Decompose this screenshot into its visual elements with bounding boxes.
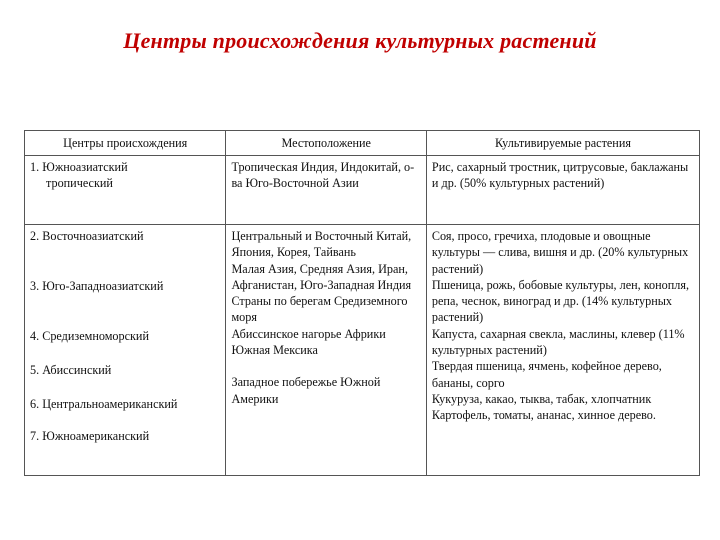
location-text: Страны по берегам Средиземного моря [231,294,408,325]
plants-cell [426,225,699,476]
column-header-location: Местоположение [226,131,426,156]
center-cell [25,156,226,225]
location-text: Центральный и Восточный Китай, Япония, Корея, Тайвань [231,229,412,260]
center-name: 6. Центральноамериканский [30,397,178,411]
plants-text: Твердая пшеница, ячмень, кофейное дерево, бананы, сорго [431,359,662,390]
center-name: 1. Южноазиатский [30,160,128,174]
location-cell [226,225,426,476]
center-name: 3. Юго-Западноазиатский [30,279,164,293]
plants-text: Соя, просо, гречиха, плодовые и овощные культуры — слива, вишня и др. (20% культурных растений) [431,229,689,276]
column-header-centers: Центры происхождения [25,131,226,156]
location-text: Малая Азия, Средняя Азия, Иран, Афганистан, Юго-Западная Индия [231,261,412,292]
location-text: Южная Мексика [231,343,318,358]
center-name: 2. Восточноазиатский [30,229,144,243]
plants-text: Пшеница, рожь, бобовые культуры, лен, конопля, репа, чеснок, виноград и др. (14% культурных растений) [431,277,690,325]
table-row [25,156,700,225]
center-name-continued: тропический [46,176,113,191]
location-text: Западное побережье Южной Америки [231,375,381,406]
table-header-row [25,131,700,156]
plants-cell: Рис, сахарный тростник, цитрусовые, баклажаны и др. (50% культурных растений) [426,156,699,225]
centers-table [24,130,700,476]
plants-text: Капуста, сахарная свекла, маслины, клевер (11% культурных растений) [431,326,685,358]
column-header-plants: Культивируемые растения [426,131,699,156]
center-name: 4. Средиземноморский [30,329,149,343]
plants-text: Картофель, томаты, ананас, хинное дерево. [431,408,656,423]
location-text: Абиссинское нагорье Африки [231,326,386,341]
center-cell [25,225,226,476]
center-name: 7. Южноамериканский [30,429,150,443]
center-name: 5. Абиссинский [30,363,112,377]
plants-text: Кукуруза, какао, тыква, табак, хлопчатник [431,391,652,406]
table-row [25,225,700,476]
location-cell: Тропическая Индия, Индокитай, о-ва Юго-Восточной Азии [226,156,426,225]
page-title: Центры происхождения культурных растений [123,28,597,53]
